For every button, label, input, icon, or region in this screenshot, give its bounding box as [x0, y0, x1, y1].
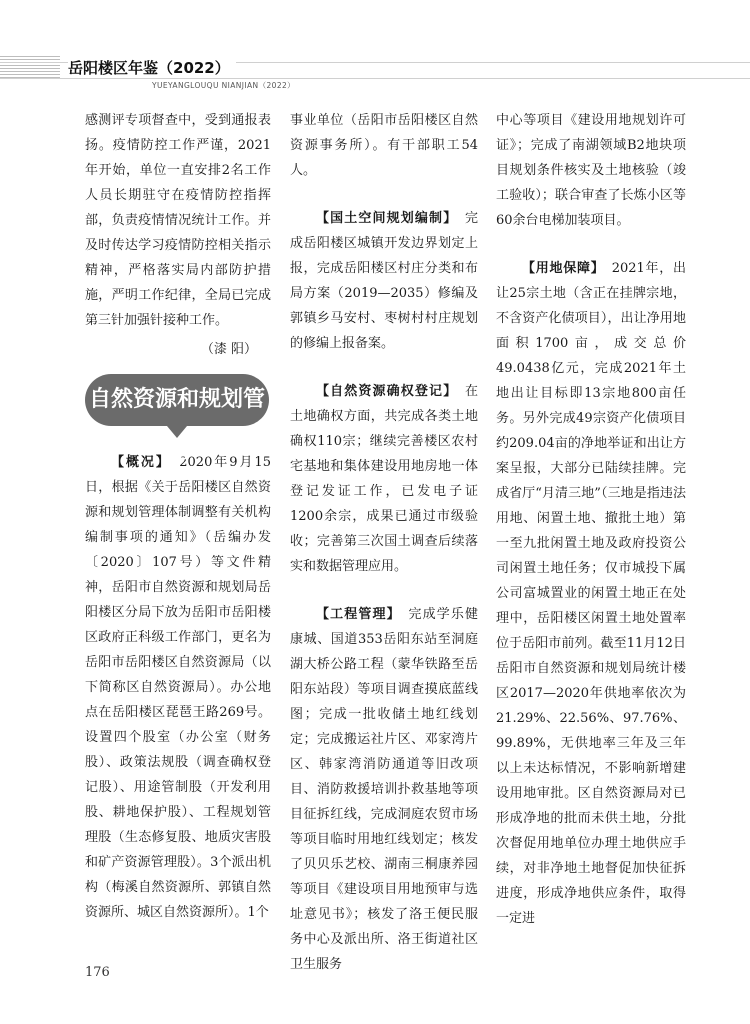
header-stripes-decoration: [0, 56, 60, 78]
paragraph-continued: 感测评专项督查中，受到通报表扬。疫情防控工作严谨，2021年开始，单位一直安排2名工作人员长期驻守在疫情防控指挥部，负责疫情情况统计工作。并及时传达学习疫情防控相关指示精神，严格落实局内部防护措施，严明工作纪律，全局已完成第三针加强针接种工作。: [85, 113, 271, 328]
planning-label: 【国土空间规划编制】: [316, 211, 451, 226]
text-column-3: [496, 108, 686, 931]
section-heading-banner: 自然资源和规划管理: [85, 374, 269, 426]
text-column-1: [85, 108, 271, 925]
paragraph-land-use: [496, 256, 686, 931]
author-credit: （漆 阳）: [200, 342, 257, 357]
page-number: 176: [85, 965, 110, 980]
project-text: 完成学乐健康城、国道353岳阳东站至洞庭湖大桥公路工程（蒙华铁路至岳阳东站段）等项目调查摸底蓝线图；完成一批收储土地红线划定；完成搬运社片区、邓家湾片区、韩家湾消防通道等旧改项目、消防救援培训扑救基地等项目征拆红线，完成洞庭农贸市场等项目临时用地红线划定；核发了贝贝乐艺校、湖南三桐康养园等项目《建设项目用地预审与选址意见书》；核发了洛王便民服务中心及派出所、洛王街道社区卫生服务: [290, 607, 478, 972]
landuse-label: 【用地保障】: [522, 261, 598, 276]
running-header-title: 岳阳楼区年鉴（2022）: [68, 57, 236, 78]
text-column-2: [290, 108, 478, 977]
paragraph-overview: [85, 450, 271, 925]
paragraph-continued: 事业单位（岳阳市岳阳楼区自然资源事务所）。有干部职工54人。: [290, 113, 478, 178]
landuse-text: 2021年，出让25宗土地（含正在挂牌宗地，不含资产化债项目），出让净用地面积1700亩，成交总价49.0438亿元，完成2021年土地出让目标即13宗地800亩任务。另外完成49宗资产化债项目约209.04亩的净地举证和出让方案呈报，大部分已陆续挂牌。完成省厅“月清三地”（三地是指违法用地、闲置土地、撤批土地）第一至九批闲置土地及政府投资公司闲置土地任务；仅市城投下属公司富城置业的闲置土地正在处理中，岳阳楼区闲置土地处置率位于岳阳市前列。截至11月12日岳阳市自然资源和规划局统计楼区2017—2020年供地率依次为21.29%、22.56%、97.76%、99.89%，无供地率三年及三年以上未达标情况，不影响新增建设用地审批。区自然资源局对已形成净地的批而未供土地，分批次督促用地单位办理土地供应手续，对非净地土地督促加快征拆进度，形成净地供应条件，取得一定进: [496, 261, 686, 926]
overview-text: 2020年9月15日，根据《关于岳阳楼区自然资源和规划管理体制调整有关机构编制事项的通知》（岳编办发〔2020〕107号）等文件精神，岳阳市自然资源和规划局岳阳楼区分局下放为岳阳市岳阳楼区政府正科级工作部门，更名为岳阳市岳阳楼区自然资源局（以下简称区自然资源局）。办公地点在岳阳楼区琵琶王路269号。设置四个股室（办公室（财务股）、政策法规股（调查确权登记股）、用途管制股（开发利用股、耕地保护股）、工程规划管理股（生态修复股、地质灾害股和矿产资源管理股）。3个派出机构（梅溪自然资源所、郭镇自然资源所、城区自然资源所）。1个: [85, 455, 271, 920]
project-label: 【工程管理】: [316, 607, 395, 622]
header-rule-lower: [0, 78, 750, 79]
overview-label: 【概况】: [111, 455, 165, 470]
rights-label: 【自然资源确权登记】: [316, 384, 451, 399]
planning-text: 完成岳阳楼区城镇开发边界划定上报，完成岳阳楼区村庄分类和布局方案（2019—2035）修编及郭镇乡马安村、枣树村村庄规划的修编上报备案。: [290, 211, 478, 351]
paragraph-planning: [290, 206, 478, 356]
paragraph-project-management: [290, 602, 478, 977]
running-header-subtitle: YUEYANGLOUQU NIANJIAN（2022）: [152, 81, 296, 90]
rights-text: 在土地确权方面，共完成各类土地确权110宗；继续完善楼区农村宅基地和集体建设用地房地一体登记发证工作，已发电子证1200余宗，成果已通过市级验收；完善第三次国土调查后续落实和数据管理应用。: [290, 384, 478, 574]
paragraph-rights-registration: [290, 379, 478, 579]
paragraph-continued: 中心等项目《建设用地规划许可证》；完成了南湖领域B2地块项目规划条件核实及土地核验（竣工验收）；联合审查了长炼小区等60余台电梯加装项目。: [496, 113, 686, 228]
